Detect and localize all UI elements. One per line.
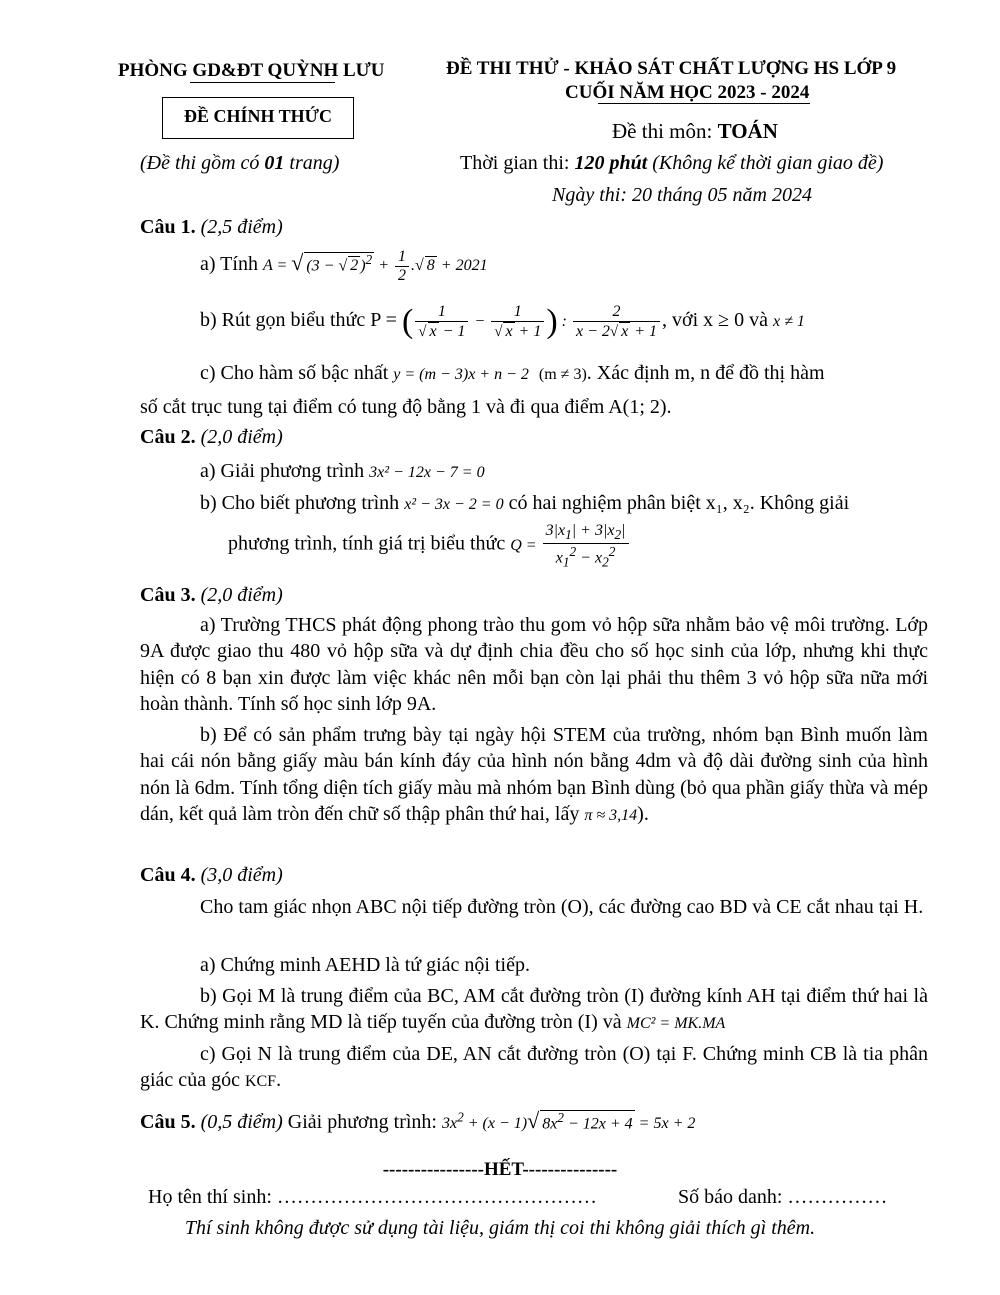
subject-name: TOÁN [717, 119, 778, 143]
q1-title: Câu 1. [140, 216, 196, 238]
q1-heading [140, 214, 283, 240]
end-marker: ----------------HẾT--------------- [382, 1159, 618, 1180]
q4c-angle: KCF [244, 1073, 277, 1091]
q4-points: (3,0 điểm) [195, 864, 283, 886]
q2b-line2 [228, 522, 631, 570]
q2a-text: a) Giải phương trình [200, 460, 370, 482]
q3-title: Câu 3. [140, 584, 196, 606]
q1b [200, 300, 805, 345]
q1c-function: y = (m − 3)x + n − 2 [393, 366, 529, 383]
time-pre: Thời gian thi: [460, 152, 575, 174]
q3a: a) Trường THCS phát động phong trào thu gom vỏ hộp sữa nhằm bảo vệ môi trường. Lớp 9A được giao thu 480 vỏ hộp sữa và dự định chia đều cho số học sinh của lớp, nhưng khi thực hiện có 8 bạn xin được làm việc khác nên mỗi bạn còn lại phải thu thêm 3 vỏ hộp sữa nữa mới hoàn thành. Tính số học sinh lớp 9A. [140, 614, 928, 716]
q2-title: Câu 2. [140, 426, 196, 448]
q4a: a) Chứng minh AEHD là tứ giác nội tiếp. [200, 954, 530, 976]
candidate-number-field: Số báo danh: …………… [678, 1186, 888, 1208]
q4c-end: . [276, 1069, 282, 1092]
q4c-text: c) Gọi N là trung điểm của DE, AN cắt đường tròn (O) tại F. Chứng minh CB là tia phân giác của góc [140, 1043, 928, 1092]
time-value: 120 phút [574, 152, 648, 174]
q3b [140, 722, 928, 828]
exam-title-line1: ĐỀ THI THỬ - KHẢO SÁT CHẤT LƯỢNG HS LỚP 9 [446, 58, 897, 79]
page-count-note [140, 150, 339, 176]
q2b-text-end: có hai nghiệm phân biệt x₁, x₂. Không giải [503, 492, 850, 514]
q5-points: (0,5 điểm) [195, 1111, 283, 1133]
q1b-condition: x ≠ 1 [773, 313, 805, 331]
q1b-text: b) Rút gọn biểu thức P = [200, 309, 402, 332]
q5-title: Câu 5. [140, 1111, 196, 1133]
q4b-equation: MC² = MK.MA [626, 1015, 726, 1033]
q2b-equation: x² − 3x − 2 = 0 [404, 496, 504, 513]
department-name: PHÒNG GD&ĐT QUỲNH LƯU [118, 60, 385, 81]
exam-date: Ngày thi: 20 tháng 05 năm 2024 [552, 184, 812, 206]
q5 [140, 1106, 695, 1135]
q1-points: (2,5 điểm) [195, 216, 283, 238]
q2b [200, 490, 849, 516]
q1c [200, 360, 825, 386]
candidate-name-field: Họ tên thí sinh: ………………………………………… [148, 1186, 597, 1208]
subject-pre: Đề thi môn: [612, 119, 718, 143]
q1a [200, 248, 488, 285]
q2a [200, 458, 485, 484]
q4c [140, 1041, 928, 1094]
q1b-condition-text: , với x ≥ 0 và [662, 309, 774, 332]
q2b-expression: Q = $\frac{3|x_1| + 3|x_2|}{x_1^2 - x_2^2}$ [510, 537, 630, 554]
q4-intro: Cho tam giác nhọn ABC nội tiếp đường tròn (O), các đường cao BD và CE cắt nhau tại H. [200, 896, 924, 918]
page-count-num: 01 [264, 152, 285, 174]
page-count-pre: (Đề thi gồm có [140, 152, 265, 174]
q4-heading [140, 862, 283, 888]
q4b [140, 983, 928, 1036]
q2-heading [140, 424, 283, 450]
q2a-equation: 3x² − 12x − 7 = 0 [369, 464, 485, 481]
q1c-text-end: . Xác định m, n để đồ thị hàm [586, 362, 825, 384]
q1a-formula: A = √ (3 − √ 2 )$^2$ + $\frac{1}{2}$ .√ 8 + 2021 [262, 248, 488, 284]
q2b-text: b) Cho biết phương trình [200, 492, 405, 514]
official-label: ĐỀ CHÍNH THỨC [183, 106, 333, 126]
time-line [460, 150, 883, 176]
title-underline [598, 103, 810, 104]
q2-points: (2,0 điểm) [195, 426, 283, 448]
q5-equation: $3x^2 + (x - 1)√$ $8x^2 - 12x + 4 = 5x + 2$ [441, 1108, 696, 1133]
q2b-line2-text: phương trình, tính giá trị biểu thức [228, 532, 511, 555]
page-count-post: trang) [284, 152, 340, 174]
q3b-end: ). [637, 803, 649, 826]
q3-points: (2,0 điểm) [195, 584, 283, 606]
subject-line [612, 118, 778, 146]
q1b-formula: ( $\frac{1}{√ x - 1}$ − $\frac{1}{√ x + 1}$ ) : $\frac{2}{x - 2√ x + 1}$ [402, 313, 662, 330]
q3b-pi: π ≈ 3,14 [584, 807, 638, 825]
q1c-condition: (m ≠ 3) [538, 366, 587, 383]
dept-underline [190, 82, 335, 83]
q1c-text: c) Cho hàm số bậc nhất [200, 362, 394, 384]
q1c-line2: số cắt trục tung tại điểm có tung độ bằng 1 và đi qua điểm A(1; 2). [140, 396, 672, 418]
q1a-text: a) Tính [200, 253, 263, 276]
time-note: (Không kể thời gian giao đề) [647, 152, 884, 174]
footer-note: Thí sinh không được sử dụng tài liệu, giám thị coi thi không giải thích gì thêm. [184, 1217, 816, 1239]
exam-title-line2: CUỐI NĂM HỌC 2023 - 2024 [565, 82, 810, 103]
q3-heading [140, 582, 283, 608]
q5-text: Giải phương trình: [282, 1111, 442, 1133]
q4-title: Câu 4. [140, 864, 196, 886]
q3b-text: b) Để có sản phẩm trưng bày tại ngày hội STEM của trường, nhóm bạn Bình muốn làm hai cái nón bằng giấy màu bán kính đáy của hình nón bằng 4dm và độ dài đường sinh của hình nón là 6dm. Tính tổng diện tích giấy màu mà nhóm bạn Bình dùng (bỏ qua phần giấy thừa và mép dán, kết quả làm tròn đến chữ số thập phân thứ hai, lấy [140, 724, 928, 826]
q4b-text: b) Gọi M là trung điểm của BC, AM cắt đường tròn (I) đường kính AH tại điểm thứ hai là K. Chứng minh rằng MD là tiếp tuyến của đường tròn (I) và [140, 985, 928, 1034]
